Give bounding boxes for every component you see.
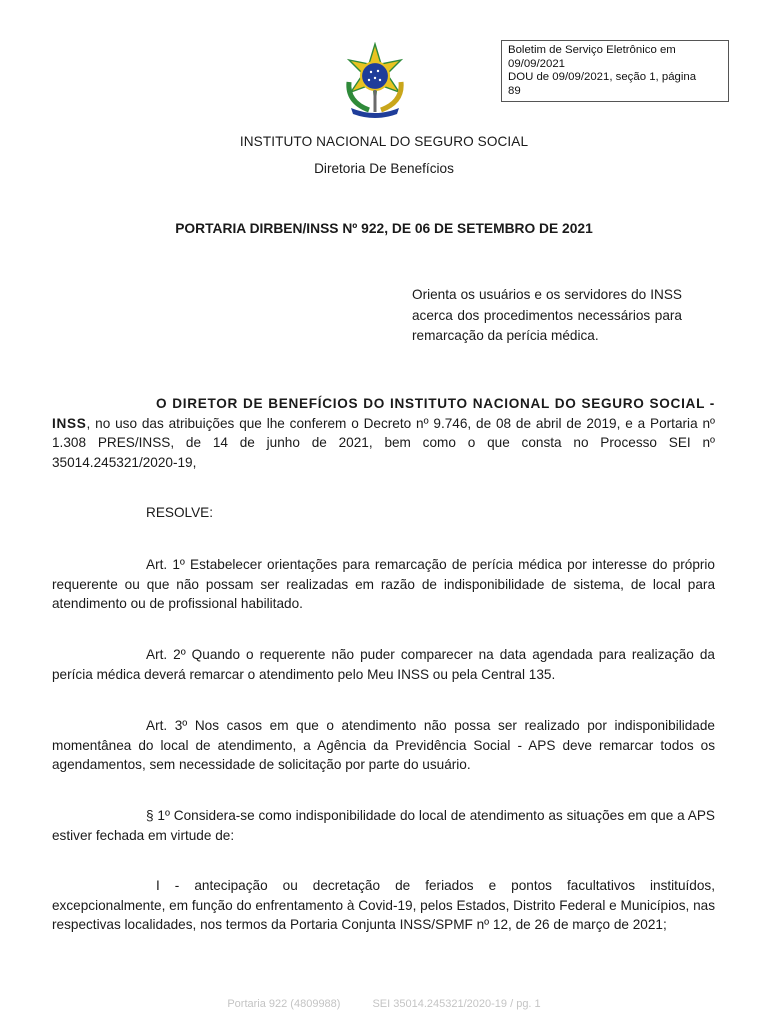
publication-stamp	[501, 40, 729, 102]
stamp-line: 09/09/2021	[508, 57, 566, 70]
coat-of-arms-emblem	[339, 42, 411, 118]
article-2	[52, 645, 715, 684]
article-3	[52, 716, 715, 775]
institute-name: INSTITUTO NACIONAL DO SEGURO SOCIAL	[239, 134, 529, 149]
footer-document-id: Portaria 922 (4809988)	[227, 998, 341, 1010]
ementa: Orienta os usuários e os servidores do INSS acerca dos procedimentos necessários para remarcação da perícia médica.	[412, 287, 682, 343]
footer-process-page: SEI 35014.245321/2020-19 / pg. 1	[372, 998, 541, 1010]
paragraph-1-text: § 1º Considera-se como indisponibilidade do local de atendimento as situações em que a APS estiver fechada em virtude de:	[52, 808, 715, 843]
stamp-line: Boletim de Serviço Eletrônico em	[508, 44, 676, 56]
inciso-1-text: I - antecipação ou decretação de feriados e pontos facultativos instituídos, excepcionalmente, em função do enfrentamento à Covid-19, pelos Estados, Distrito Federal e Municípios, nas respectivas localidades, nos termos da Portaria Conjunta INSS/SPMF nº 12, de 26 de março de 2021;	[52, 878, 715, 932]
preamble-text: , no uso das atribuições que lhe conferem o Decreto nº 9.746, de 08 de abril de 2019, e a Portaria nº 1.308 PRES/INSS, de 14 de junho de 2021, bem como o que consta no Processo SEI nº 35014.245321/2020-19,	[52, 415, 715, 470]
inciso-1	[52, 876, 715, 935]
resolve-heading: RESOLVE:	[146, 505, 213, 520]
page-footer	[0, 998, 768, 1010]
article-1-text: Art. 1º Estabelecer orientações para remarcação de perícia médica por interesse do próprio requerente ou que não possam ser realizadas em razão de indisponibilidade de sistema, de local para atendimento ou de profissional habilitado.	[52, 557, 715, 611]
document-title: PORTARIA DIRBEN/INSS Nº 922, DE 06 DE SETEMBRO DE 2021	[175, 221, 593, 236]
stamp-line: DOU de 09/09/2021, seção 1, página	[508, 71, 697, 83]
article-3-text: Art. 3º Nos casos em que o atendimento não possa ser realizado por indisponibilidade momentânea do local de atendimento, a Agência da Previdência Social - APS deve remarcar todos os agendamentos, sem necessidade de solicitação por parte do usuário.	[52, 718, 715, 772]
directorate-name: Diretoria De Benefícios	[314, 161, 454, 176]
article-1	[52, 555, 715, 614]
preamble-paragraph	[52, 394, 715, 472]
preamble-bold: O DIRETOR DE BENEFÍCIOS DO INSTITUTO NACIONAL DO SEGURO SOCIAL - INSS	[52, 396, 715, 431]
paragraph-1	[52, 806, 715, 845]
stamp-line: 89	[508, 84, 521, 97]
article-2-text: Art. 2º Quando o requerente não puder comparecer na data agendada para realização da perícia médica deverá remarcar o atendimento pelo Meu INSS ou pela Central 135.	[52, 647, 715, 682]
